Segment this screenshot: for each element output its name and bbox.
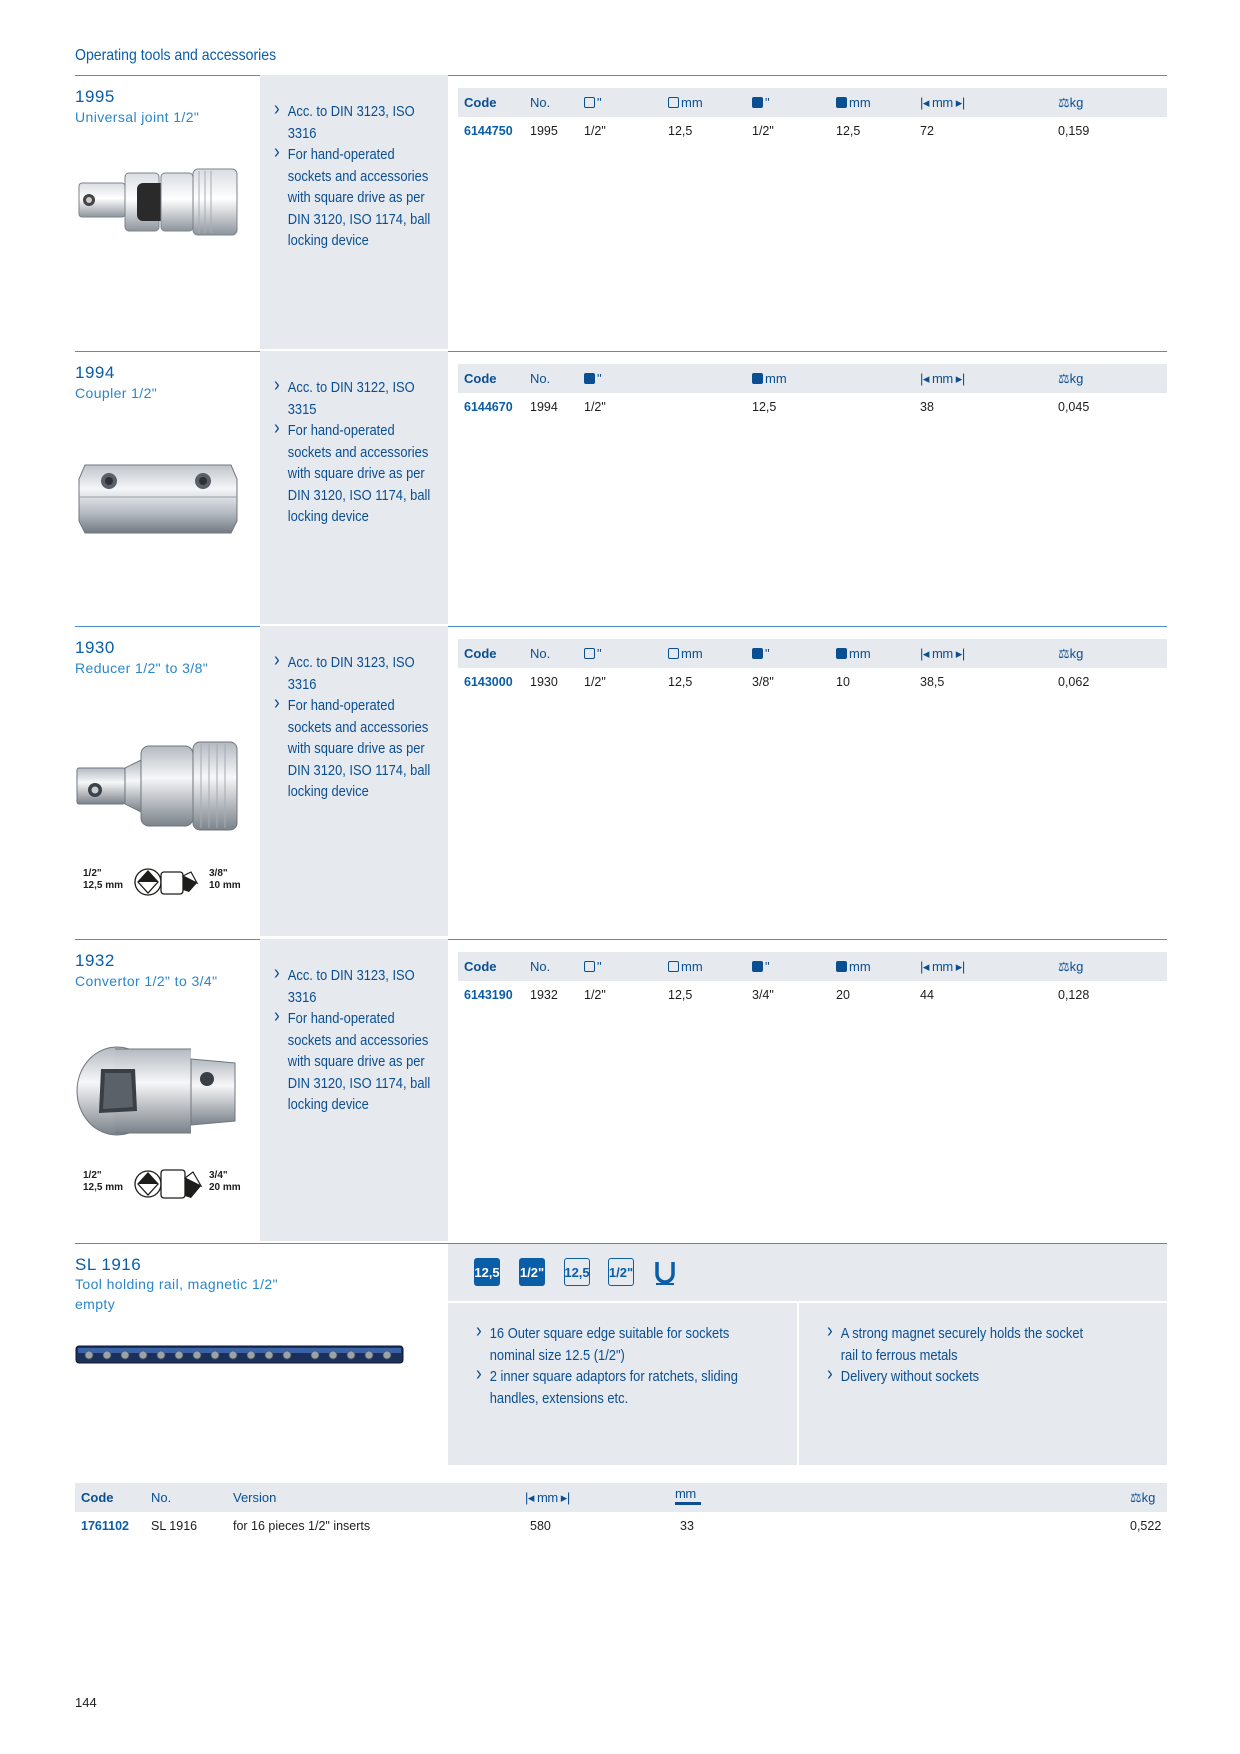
outer-square-icon: [668, 961, 679, 972]
header-no: No.: [151, 1490, 172, 1505]
outer-square-icon: [584, 97, 595, 108]
header-width: mm: [675, 1486, 701, 1505]
outer-square-icon: [584, 648, 595, 659]
product-1994: [75, 351, 1167, 624]
cell-code: 1761102: [81, 1519, 129, 1533]
header-inner-square-mm: mm: [836, 646, 871, 661]
scale-icon: ⚖: [1058, 646, 1070, 661]
header-code: Code: [464, 646, 497, 661]
cell-inner-mm: 12,5: [836, 124, 861, 138]
cell-outer-mm: 12,5: [668, 675, 693, 689]
header-length: |◂ mm ▸|: [920, 646, 965, 661]
adaptor-right-mm: 20 mm: [209, 1182, 241, 1193]
header-outer-square-mm: mm: [668, 95, 703, 110]
header-length: |◂ mm ▸|: [920, 95, 965, 110]
product-info: [75, 626, 260, 936]
header-version: Version: [233, 1490, 277, 1505]
page-number: 144: [75, 1695, 97, 1710]
cell-weight: 0,062: [1058, 675, 1090, 689]
cell-code: 6143000: [464, 675, 513, 689]
cell-no: 1995: [530, 124, 558, 138]
header-weight: ⚖kg: [1058, 959, 1084, 974]
feature-bullet: › For hand-operated sockets and accessories with square drive as per DIN 3120, ISO 1174, ball locking device: [274, 144, 437, 252]
feature-bullet: › A strong magnet securely holds the socket rail to ferrous metals: [827, 1323, 1102, 1366]
header-weight: ⚖kg: [1130, 1490, 1156, 1505]
spec-table-area: [448, 75, 1167, 349]
cell-no: 1932: [530, 988, 558, 1002]
badge-inner-square-mm: 12,5: [564, 1258, 590, 1286]
adaptor-right-label: [209, 1170, 241, 1194]
outer-square-icon: [584, 961, 595, 972]
page-header-title: Operating tools and accessories: [75, 47, 277, 64]
feature-panel: [260, 351, 448, 624]
inner-square-icon: [752, 961, 763, 972]
adaptor-right-inch: 3/8": [209, 868, 228, 879]
cell-width: 33: [680, 1519, 694, 1533]
product-name: Tool holding rail, magnetic 1/2": [75, 1276, 278, 1292]
feature-bullet: › Acc. to DIN 3122, ISO 3315: [274, 377, 437, 420]
cell-code: 6143190: [464, 988, 513, 1002]
convertor-image: [75, 1043, 241, 1139]
spec-table: [458, 364, 1167, 421]
header-code: Code: [81, 1490, 114, 1505]
inner-square-icon: [752, 97, 763, 108]
header-inner-square-inch: ": [584, 371, 602, 386]
cell-weight: 0,128: [1058, 988, 1090, 1002]
adaptor-left-label: [83, 868, 123, 892]
table-header-row: [75, 1483, 1167, 1512]
table-header-row: [458, 88, 1167, 117]
inner-square-icon: [584, 373, 595, 384]
feature-bullet: › Acc. to DIN 3123, ISO 3316: [274, 101, 437, 144]
header-length: |◂ mm ▸|: [920, 371, 965, 386]
header-no: No.: [530, 959, 551, 974]
feature-bullet: › Acc. to DIN 3123, ISO 3316: [274, 652, 437, 695]
tool-rail-image: [75, 1343, 405, 1367]
header-outer-square-mm: mm: [668, 959, 703, 974]
table-row: [458, 981, 1167, 1009]
feature-bullet: › Acc. to DIN 3123, ISO 3316: [274, 965, 437, 1008]
inner-square-icon: [836, 961, 847, 972]
adaptor-diagram: [133, 1164, 203, 1204]
reducer-image: [75, 738, 241, 834]
header-no: No.: [530, 646, 551, 661]
header-outer-square-inch: ": [584, 95, 602, 110]
scale-icon: ⚖: [1058, 959, 1070, 974]
spec-table-area: [448, 351, 1167, 624]
feature-bullet: › Delivery without sockets: [827, 1366, 1102, 1388]
product-number: 1932: [75, 951, 115, 970]
cell-code: 6144750: [464, 124, 513, 138]
feature-panel: [260, 939, 448, 1241]
product-name: Reducer 1/2" to 3/8": [75, 660, 209, 676]
cell-length: 72: [920, 124, 934, 138]
scale-icon: ⚖: [1130, 1490, 1142, 1505]
product-1930: [75, 626, 1167, 936]
feature-icon-bar: [448, 1243, 1167, 1301]
cell-outer-inch: 1/2": [584, 124, 606, 138]
cell-weight: 0,045: [1058, 400, 1090, 414]
header-code: Code: [464, 95, 497, 110]
inner-square-icon: [752, 648, 763, 659]
feature-panel: [260, 626, 448, 936]
adaptor-right-label: [209, 868, 241, 892]
cell-outer-mm: 12,5: [668, 124, 693, 138]
cell-length: 44: [920, 988, 934, 1002]
cell-no: SL 1916: [151, 1519, 198, 1533]
product-1995: [75, 75, 1167, 349]
adaptor-left-inch: 1/2": [83, 868, 102, 879]
cell-outer-inch: 1/2": [584, 675, 606, 689]
header-weight: ⚖kg: [1058, 95, 1084, 110]
header-length: |◂ mm ▸|: [525, 1490, 570, 1505]
cell-code: 6144670: [464, 400, 513, 414]
scale-icon: ⚖: [1058, 95, 1070, 110]
header-length: |◂ mm ▸|: [920, 959, 965, 974]
coupler-image: [75, 459, 241, 539]
adaptor-left-mm: 12,5 mm: [83, 880, 124, 891]
cell-inner-inch: 1/2": [752, 124, 774, 138]
product-1932: [75, 939, 1167, 1241]
product-number: 1930: [75, 638, 115, 657]
cell-outer-mm: 12,5: [668, 988, 693, 1002]
badge-outer-square-mm: 12,5: [474, 1258, 500, 1286]
header-weight: ⚖kg: [1058, 646, 1084, 661]
outer-square-icon: [668, 97, 679, 108]
cell-length: 38: [920, 400, 934, 414]
product-name-line2: empty: [75, 1296, 116, 1312]
magnet-icon: [654, 1258, 676, 1286]
cell-inner-inch: 3/4": [752, 988, 774, 1002]
cell-length: 580: [530, 1519, 551, 1533]
divider: [75, 1243, 448, 1244]
header-outer-square-mm: mm: [668, 646, 703, 661]
outer-square-icon: [668, 648, 679, 659]
product-sl1916: [75, 1243, 1167, 1465]
spec-table: [458, 952, 1167, 1009]
inner-square-icon: [836, 648, 847, 659]
header-inner-square-mm: mm: [836, 95, 871, 110]
spec-table-area: [448, 939, 1167, 1241]
product-info: [75, 75, 260, 349]
product-number: 1994: [75, 363, 115, 382]
table-header-row: [458, 639, 1167, 668]
adaptor-right-inch: 3/4": [209, 1170, 228, 1181]
header-inner-square-inch: ": [752, 646, 770, 661]
cell-weight: 0,159: [1058, 124, 1090, 138]
header-outer-square-inch: ": [584, 959, 602, 974]
cell-no: 1930: [530, 675, 558, 689]
cell-length: 38,5: [920, 675, 945, 689]
header-outer-square-inch: ": [584, 646, 602, 661]
inner-square-icon: [836, 97, 847, 108]
table-row: [75, 1512, 1167, 1540]
sl1916-spec-table: [75, 1483, 1167, 1540]
header-weight: ⚖kg: [1058, 371, 1084, 386]
cell-inner-mm: 10: [836, 675, 850, 689]
product-info: [75, 939, 260, 1241]
table-header-row: [458, 364, 1167, 393]
badge-outer-square-inch: 1/2": [519, 1258, 545, 1286]
feature-bullet: › For hand-operated sockets and accessories with square drive as per DIN 3120, ISO 1174, ball locking device: [274, 1008, 437, 1116]
table-row: [458, 393, 1167, 421]
feature-bullet: › 2 inner square adaptors for ratchets, sliding handles, extensions etc.: [476, 1366, 751, 1409]
header-code: Code: [464, 371, 497, 386]
cell-inner-mm: 12,5: [752, 400, 777, 414]
table-header-row: [458, 952, 1167, 981]
cell-inner-inch: 3/8": [752, 675, 774, 689]
feature-panel-right: [799, 1303, 1167, 1465]
product-info: [75, 351, 260, 624]
table-row: [458, 117, 1167, 145]
cell-inner-inch: 1/2": [584, 400, 606, 414]
cell-inner-mm: 20: [836, 988, 850, 1002]
inner-square-icon: [752, 373, 763, 384]
width-icon: [675, 1502, 701, 1505]
adaptor-left-inch: 1/2": [83, 1170, 102, 1181]
header-inner-square-inch: ": [752, 959, 770, 974]
product-number: 1995: [75, 87, 115, 106]
badge-inner-square-inch: 1/2": [608, 1258, 634, 1286]
feature-panel: [260, 75, 448, 349]
universal-joint-image: [75, 163, 245, 243]
header-no: No.: [530, 95, 551, 110]
spec-table: [458, 639, 1167, 696]
feature-bullet: › For hand-operated sockets and accessories with square drive as per DIN 3120, ISO 1174, ball locking device: [274, 695, 437, 803]
product-name: Coupler 1/2": [75, 385, 158, 401]
scale-icon: ⚖: [1058, 371, 1070, 386]
header-inner-square-mm: mm: [836, 959, 871, 974]
feature-bullet: › 16 Outer square edge suitable for sockets nominal size 12.5 (1/2"): [476, 1323, 751, 1366]
spec-table-area: [448, 626, 1167, 936]
cell-version: for 16 pieces 1/2" inserts: [233, 1519, 371, 1533]
cell-weight: 0,522: [1130, 1519, 1162, 1533]
table-row: [458, 668, 1167, 696]
adaptor-diagram: [133, 862, 203, 902]
product-name: Convertor 1/2" to 3/4": [75, 973, 218, 989]
product-number: SL 1916: [75, 1255, 142, 1274]
adaptor-right-mm: 10 mm: [209, 880, 241, 891]
product-name: Universal joint 1/2": [75, 109, 200, 125]
adaptor-left-label: [83, 1170, 123, 1194]
header-code: Code: [464, 959, 497, 974]
cell-no: 1994: [530, 400, 558, 414]
cell-outer-inch: 1/2": [584, 988, 606, 1002]
spec-table: [458, 88, 1167, 145]
feature-bullet: › For hand-operated sockets and accessories with square drive as per DIN 3120, ISO 1174, ball locking device: [274, 420, 437, 528]
feature-panel-left: [448, 1303, 797, 1465]
header-inner-square-inch: ": [752, 95, 770, 110]
header-no: No.: [530, 371, 551, 386]
adaptor-left-mm: 12,5 mm: [83, 1182, 124, 1193]
header-inner-square-mm: mm: [752, 371, 787, 386]
